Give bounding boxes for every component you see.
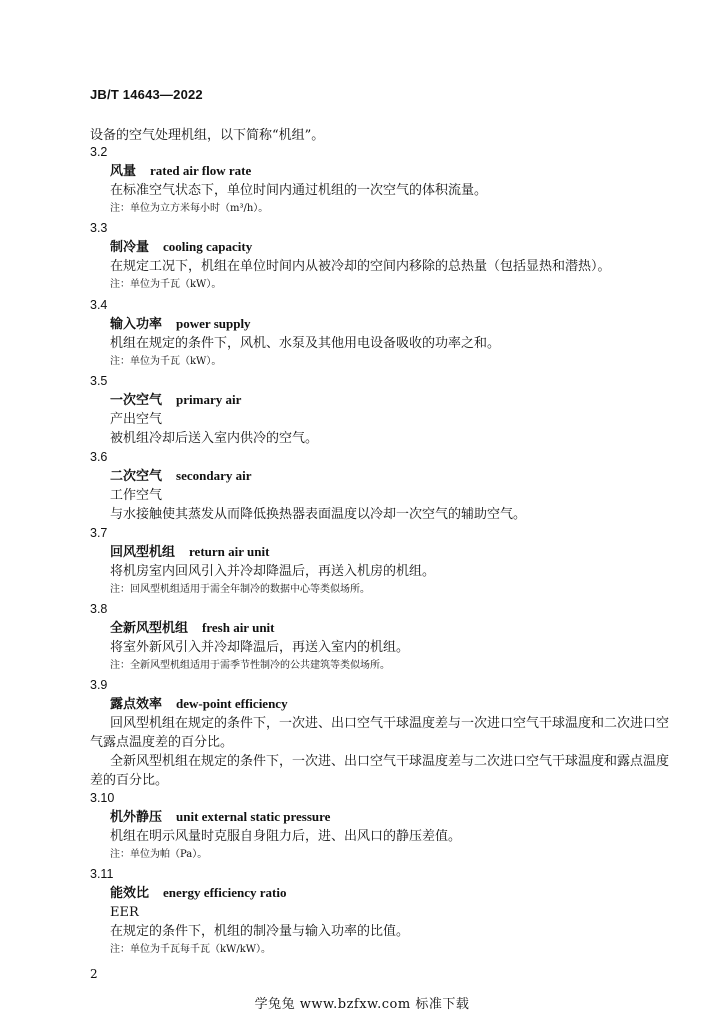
clause-number: 3.6 <box>90 450 108 464</box>
definition-para1-line2: 气露点温度差的百分比。 <box>90 735 234 750</box>
note: 注：单位为帕（Pa）。 <box>110 849 208 860</box>
term-zh: 制冷量 <box>110 240 150 255</box>
note: 注：单位为立方米每小时（m³/h）。 <box>110 203 269 214</box>
clause-3-7 <box>90 524 670 599</box>
term-title <box>110 618 670 638</box>
intro-line: 设备的空气处理机组，以下简称“机组”。 <box>90 128 325 143</box>
term-zh: 能效比 <box>110 886 150 901</box>
clause-3-2 <box>90 143 670 218</box>
definition: 机组在规定的条件下，风机、水泵及其他用电设备吸收的功率之和。 <box>110 336 501 351</box>
clause-number: 3.3 <box>90 221 108 235</box>
note: 注：单位为千瓦每千瓦（kW/kW）。 <box>110 944 272 955</box>
term-zh: 机外静压 <box>110 810 163 825</box>
clause-number: 3.11 <box>90 867 114 881</box>
note: 注：单位为千瓦（kW）。 <box>110 356 222 367</box>
definition: 被机组冷却后送入室内供冷的空气。 <box>110 431 319 446</box>
term-en: cooling capacity <box>163 239 253 254</box>
term-title <box>110 807 670 827</box>
term-zh: 风量 <box>110 164 137 179</box>
clause-number: 3.8 <box>90 602 108 616</box>
term-title <box>110 390 670 410</box>
term-en: dew-point efficiency <box>176 696 288 711</box>
clause-number: 3.2 <box>90 145 108 159</box>
term-en: primary air <box>176 392 242 407</box>
page-number: 2 <box>90 967 98 981</box>
note: 注：全新风型机组适用于需季节性制冷的公共建筑等类似场所。 <box>110 660 390 671</box>
term-en: rated air flow rate <box>150 163 252 178</box>
clause-3-9 <box>90 676 670 790</box>
clause-number: 3.4 <box>90 298 108 312</box>
definition: 将室外新风引入并冷却降温后，再送入室内的机组。 <box>110 640 410 655</box>
note: 注：回风型机组适用于需全年制冷的数据中心等类似场所。 <box>110 584 370 595</box>
term-zh: 露点效率 <box>110 697 163 712</box>
definition: 机组在明示风量时克服自身阻力后，进、出风口的静压差值。 <box>110 829 462 844</box>
term-en: fresh air unit <box>202 620 275 635</box>
clause-number: 3.10 <box>90 791 115 805</box>
term-en: return air unit <box>189 544 270 559</box>
term-en: secondary air <box>176 468 252 483</box>
term-zh: 二次空气 <box>110 469 163 484</box>
definition: 与水接触使其蒸发从而降低换热器表面温度以冷却一次空气的辅助空气。 <box>110 507 527 522</box>
clause-3-8 <box>90 600 670 675</box>
clause-number: 3.5 <box>90 374 108 388</box>
definition: 在规定的条件下，机组的制冷量与输入功率的比值。 <box>110 924 410 939</box>
term-title <box>110 466 670 486</box>
clause-number: 3.9 <box>90 678 108 692</box>
term-title <box>110 883 670 903</box>
definition-para2-line1: 全新风型机组在规定的条件下，一次进、出口空气干球温度差与二次进口空气干球温度和露点温度 <box>110 754 670 769</box>
term-title <box>110 314 670 334</box>
synonym: 工作空气 <box>110 488 163 503</box>
standard-code-header: JB/T 14643—2022 <box>90 87 203 102</box>
term-title <box>110 161 670 181</box>
term-en: unit external static pressure <box>176 809 331 824</box>
synonym: EER <box>110 905 139 920</box>
term-title <box>110 237 670 257</box>
clause-number: 3.7 <box>90 526 108 540</box>
definition: 在标准空气状态下，单位时间内通过机组的一次空气的体积流量。 <box>110 183 488 198</box>
clause-3-11 <box>90 865 670 959</box>
clause-3-10 <box>90 789 670 864</box>
term-zh: 一次空气 <box>110 393 163 408</box>
term-en: power supply <box>176 316 251 331</box>
definition-para1-line1: 回风型机组在规定的条件下，一次进、出口空气干球温度差与一次进口空气干球温度和二次进口空 <box>110 716 670 731</box>
definition: 将机房室内回风引入并冷却降温后，再送入机房的机组。 <box>110 564 436 579</box>
term-zh: 回风型机组 <box>110 545 176 560</box>
clause-3-6 <box>90 448 670 524</box>
term-en: energy efficiency ratio <box>163 885 287 900</box>
clause-3-5 <box>90 372 670 448</box>
term-title <box>110 694 670 714</box>
clause-3-3 <box>90 219 670 294</box>
term-title <box>110 542 670 562</box>
definition-para2-line2: 差的百分比。 <box>90 773 169 788</box>
footer-watermark: 学兔兔 www.bzfxw.com 标准下载 <box>254 997 470 1012</box>
clause-3-4 <box>90 296 670 371</box>
note: 注：单位为千瓦（kW）。 <box>110 279 222 290</box>
term-zh: 输入功率 <box>110 317 163 332</box>
definition: 在规定工况下，机组在单位时间内从被冷却的空间内移除的总热量（包括显热和潜热）。 <box>110 259 611 274</box>
term-zh: 全新风型机组 <box>110 621 189 636</box>
synonym: 产出空气 <box>110 412 163 427</box>
